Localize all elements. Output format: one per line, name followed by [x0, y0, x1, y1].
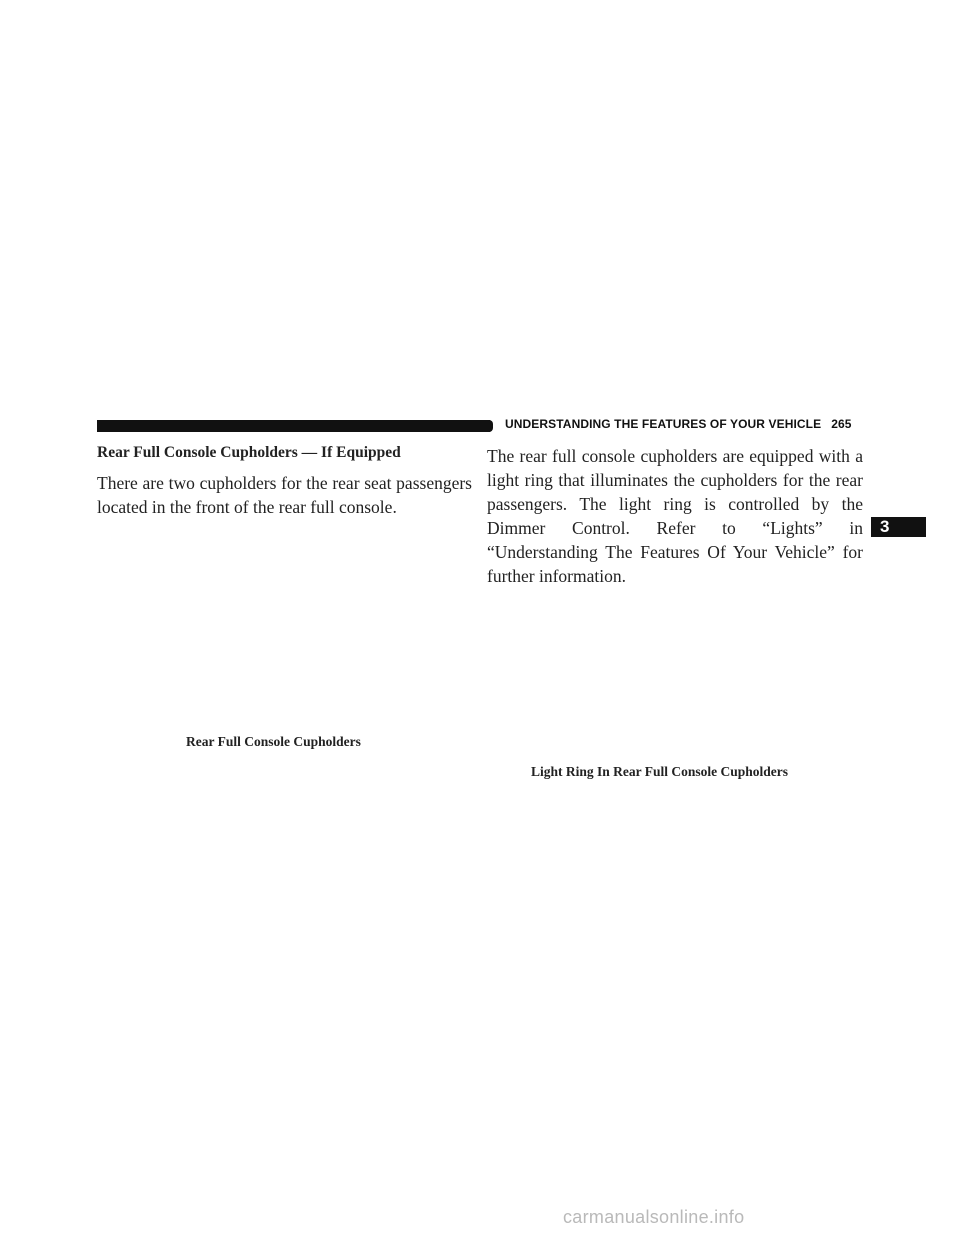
figure-caption-cupholders: Rear Full Console Cupholders — [186, 734, 361, 749]
figure-caption-light-ring: Light Ring In Rear Full Console Cupholders — [531, 764, 789, 779]
running-header — [505, 417, 852, 431]
header-rule-end — [484, 420, 493, 432]
watermark: carmanualsonline.info — [563, 1207, 745, 1227]
left-paragraph: There are two cupholders for the rear seat passengers located in the front of the rear full console. — [97, 473, 472, 517]
section-heading: Rear Full Console Cupholders — If Equipped — [97, 444, 401, 461]
right-paragraph: The rear full console cupholders are equipped with a light ring that illuminates the cupholders for the rear passengers. The light ring is controlled by the Dimmer Control. Refer to “Lights” in “Understanding The Features Of Your Vehicle” for further information. — [487, 446, 863, 586]
header-rule — [97, 420, 490, 432]
page-number: 265 — [831, 417, 852, 431]
section-title: UNDERSTANDING THE FEATURES OF YOUR VEHICLE — [505, 417, 822, 431]
chapter-tab: 3 — [871, 517, 926, 537]
